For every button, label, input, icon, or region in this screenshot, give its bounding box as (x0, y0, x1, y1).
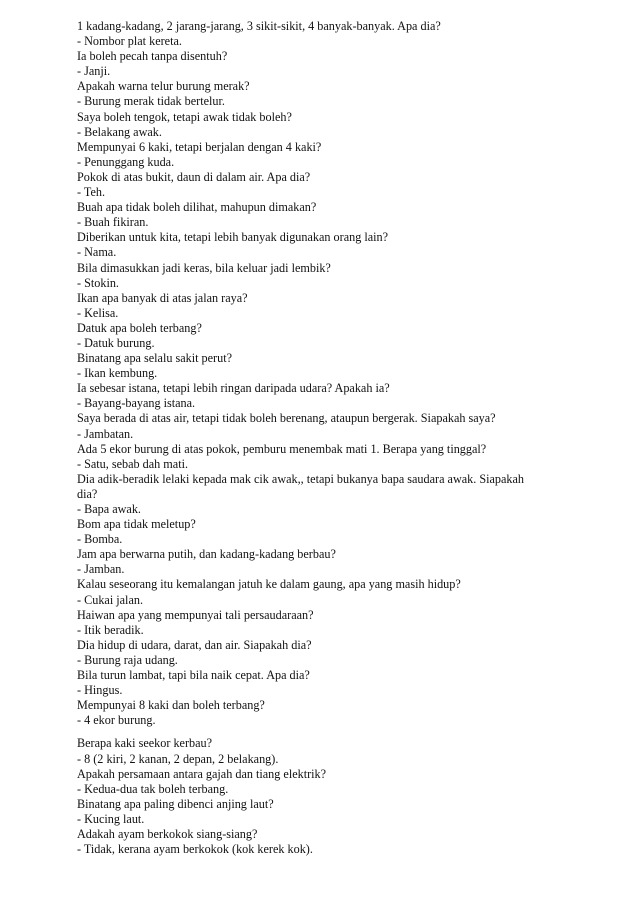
text-line: - Teh. (77, 185, 106, 200)
text-line: - Jambatan. (77, 426, 134, 441)
text-line: - Kelisa. (77, 305, 119, 320)
text-line: - Bayang-bayang istana. (77, 396, 196, 411)
text-line: - Bapa awak. (77, 502, 141, 516)
text-line: Dia adik-beradik lelaki kepada mak cik awak,, tetapi bukanya bapa saudara awak. Siapakah (77, 471, 525, 486)
text-line: - Buah fikiran. (77, 215, 149, 230)
text-line: Mempunyai 8 kaki dan boleh terbang? (77, 698, 265, 713)
text-line: Berapa kaki seekor kerbau? (77, 736, 213, 751)
text-line: - 4 ekor burung. (77, 713, 156, 728)
text-line: Bila dimasukkan jadi keras, bila keluar jadi lembik? (77, 260, 331, 275)
text-line: - Janji. (77, 64, 111, 79)
text-line: Ada 5 ekor burung di atas pokok, pemburu menembak mati 1. Berapa yang tinggal? (77, 441, 487, 456)
text-line: Buah apa tidak boleh dilihat, mahupun dimakan? (77, 200, 317, 215)
text-line: Binatang apa paling dibenci anjing laut? (77, 796, 274, 811)
text-line: - Tidak, kerana ayam berkokok (kok kerek kok). (77, 842, 313, 857)
text-line: Jam apa berwarna putih, dan kadang-kadang berbau? (77, 547, 336, 562)
text-line: - Belakang awak. (77, 124, 162, 139)
text-line: Bom apa tidak meletup? (77, 517, 196, 532)
text-line: Pokok di atas bukit, daun di dalam air. Apa dia? (77, 169, 311, 184)
text-line: 1 kadang-kadang, 2 jarang-jarang, 3 sikit-sikit, 4 banyak-banyak. Apa dia? (77, 19, 441, 33)
text-line: - Itik beradik. (77, 622, 144, 637)
text-line: Ia boleh pecah tanpa disentuh? (77, 49, 228, 64)
text-line: Ia sebesar istana, tetapi lebih ringan daripada udara? Apakah ia? (77, 381, 390, 396)
text-line: Apakah persamaan antara gajah dan tiang elektrik? (77, 766, 327, 781)
text-line: dia? (77, 486, 98, 501)
riddle-block-2 (77, 736, 577, 857)
text-line: - Burung raja udang. (77, 652, 178, 667)
text-line: Ikan apa banyak di atas jalan raya? (77, 290, 248, 305)
text-line: Saya berada di atas air, tetapi tidak boleh berenang, ataupun bergerak. Siapakah saya? (77, 411, 496, 426)
text-line: - Bomba. (77, 532, 123, 547)
text-line: - Satu, sebab dah mati. (77, 456, 189, 471)
text-line: - Nama. (77, 245, 117, 260)
text-line: - Cukai jalan. (77, 592, 143, 607)
text-line: - Jamban. (77, 562, 125, 577)
text-line: - Nombor plat kereta. (77, 34, 182, 49)
text-line: Mempunyai 6 kaki, tetapi berjalan dengan 4 kaki? (77, 139, 322, 154)
text-line: Datuk apa boleh terbang? (77, 320, 202, 335)
text-line: Binatang apa selalu sakit perut? (77, 351, 232, 366)
text-line: - Hingus. (77, 683, 123, 698)
text-line: - Ikan kembung. (77, 366, 158, 381)
text-line: Apakah warna telur burung merak? (77, 79, 250, 94)
text-line: - Datuk burung. (77, 335, 155, 350)
text-line: Adakah ayam berkokok siang-siang? (77, 826, 258, 841)
text-line: - Penunggang kuda. (77, 154, 175, 169)
text-line: Saya boleh tengok, tetapi awak tidak boleh? (77, 109, 292, 124)
document-page (77, 19, 577, 857)
text-line: - Stokin. (77, 275, 119, 290)
paragraph-gap (77, 728, 577, 736)
text-line: - 8 (2 kiri, 2 kanan, 2 depan, 2 belakang). (77, 751, 279, 766)
text-line: Haiwan apa yang mempunyai tali persaudaraan? (77, 607, 314, 622)
text-line: - Kucing laut. (77, 811, 145, 826)
text-line: Kalau seseorang itu kemalangan jatuh ke dalam gaung, apa yang masih hidup? (77, 577, 461, 592)
text-line: Bila turun lambat, tapi bila naik cepat. Apa dia? (77, 668, 310, 683)
text-line: Dia hidup di udara, darat, dan air. Siapakah dia? (77, 637, 312, 652)
text-line: - Burung merak tidak bertelur. (77, 94, 225, 109)
riddle-block-1 (77, 19, 577, 728)
text-line: - Kedua-dua tak boleh terbang. (77, 781, 229, 796)
text-line: Diberikan untuk kita, tetapi lebih banyak digunakan orang lain? (77, 230, 389, 245)
